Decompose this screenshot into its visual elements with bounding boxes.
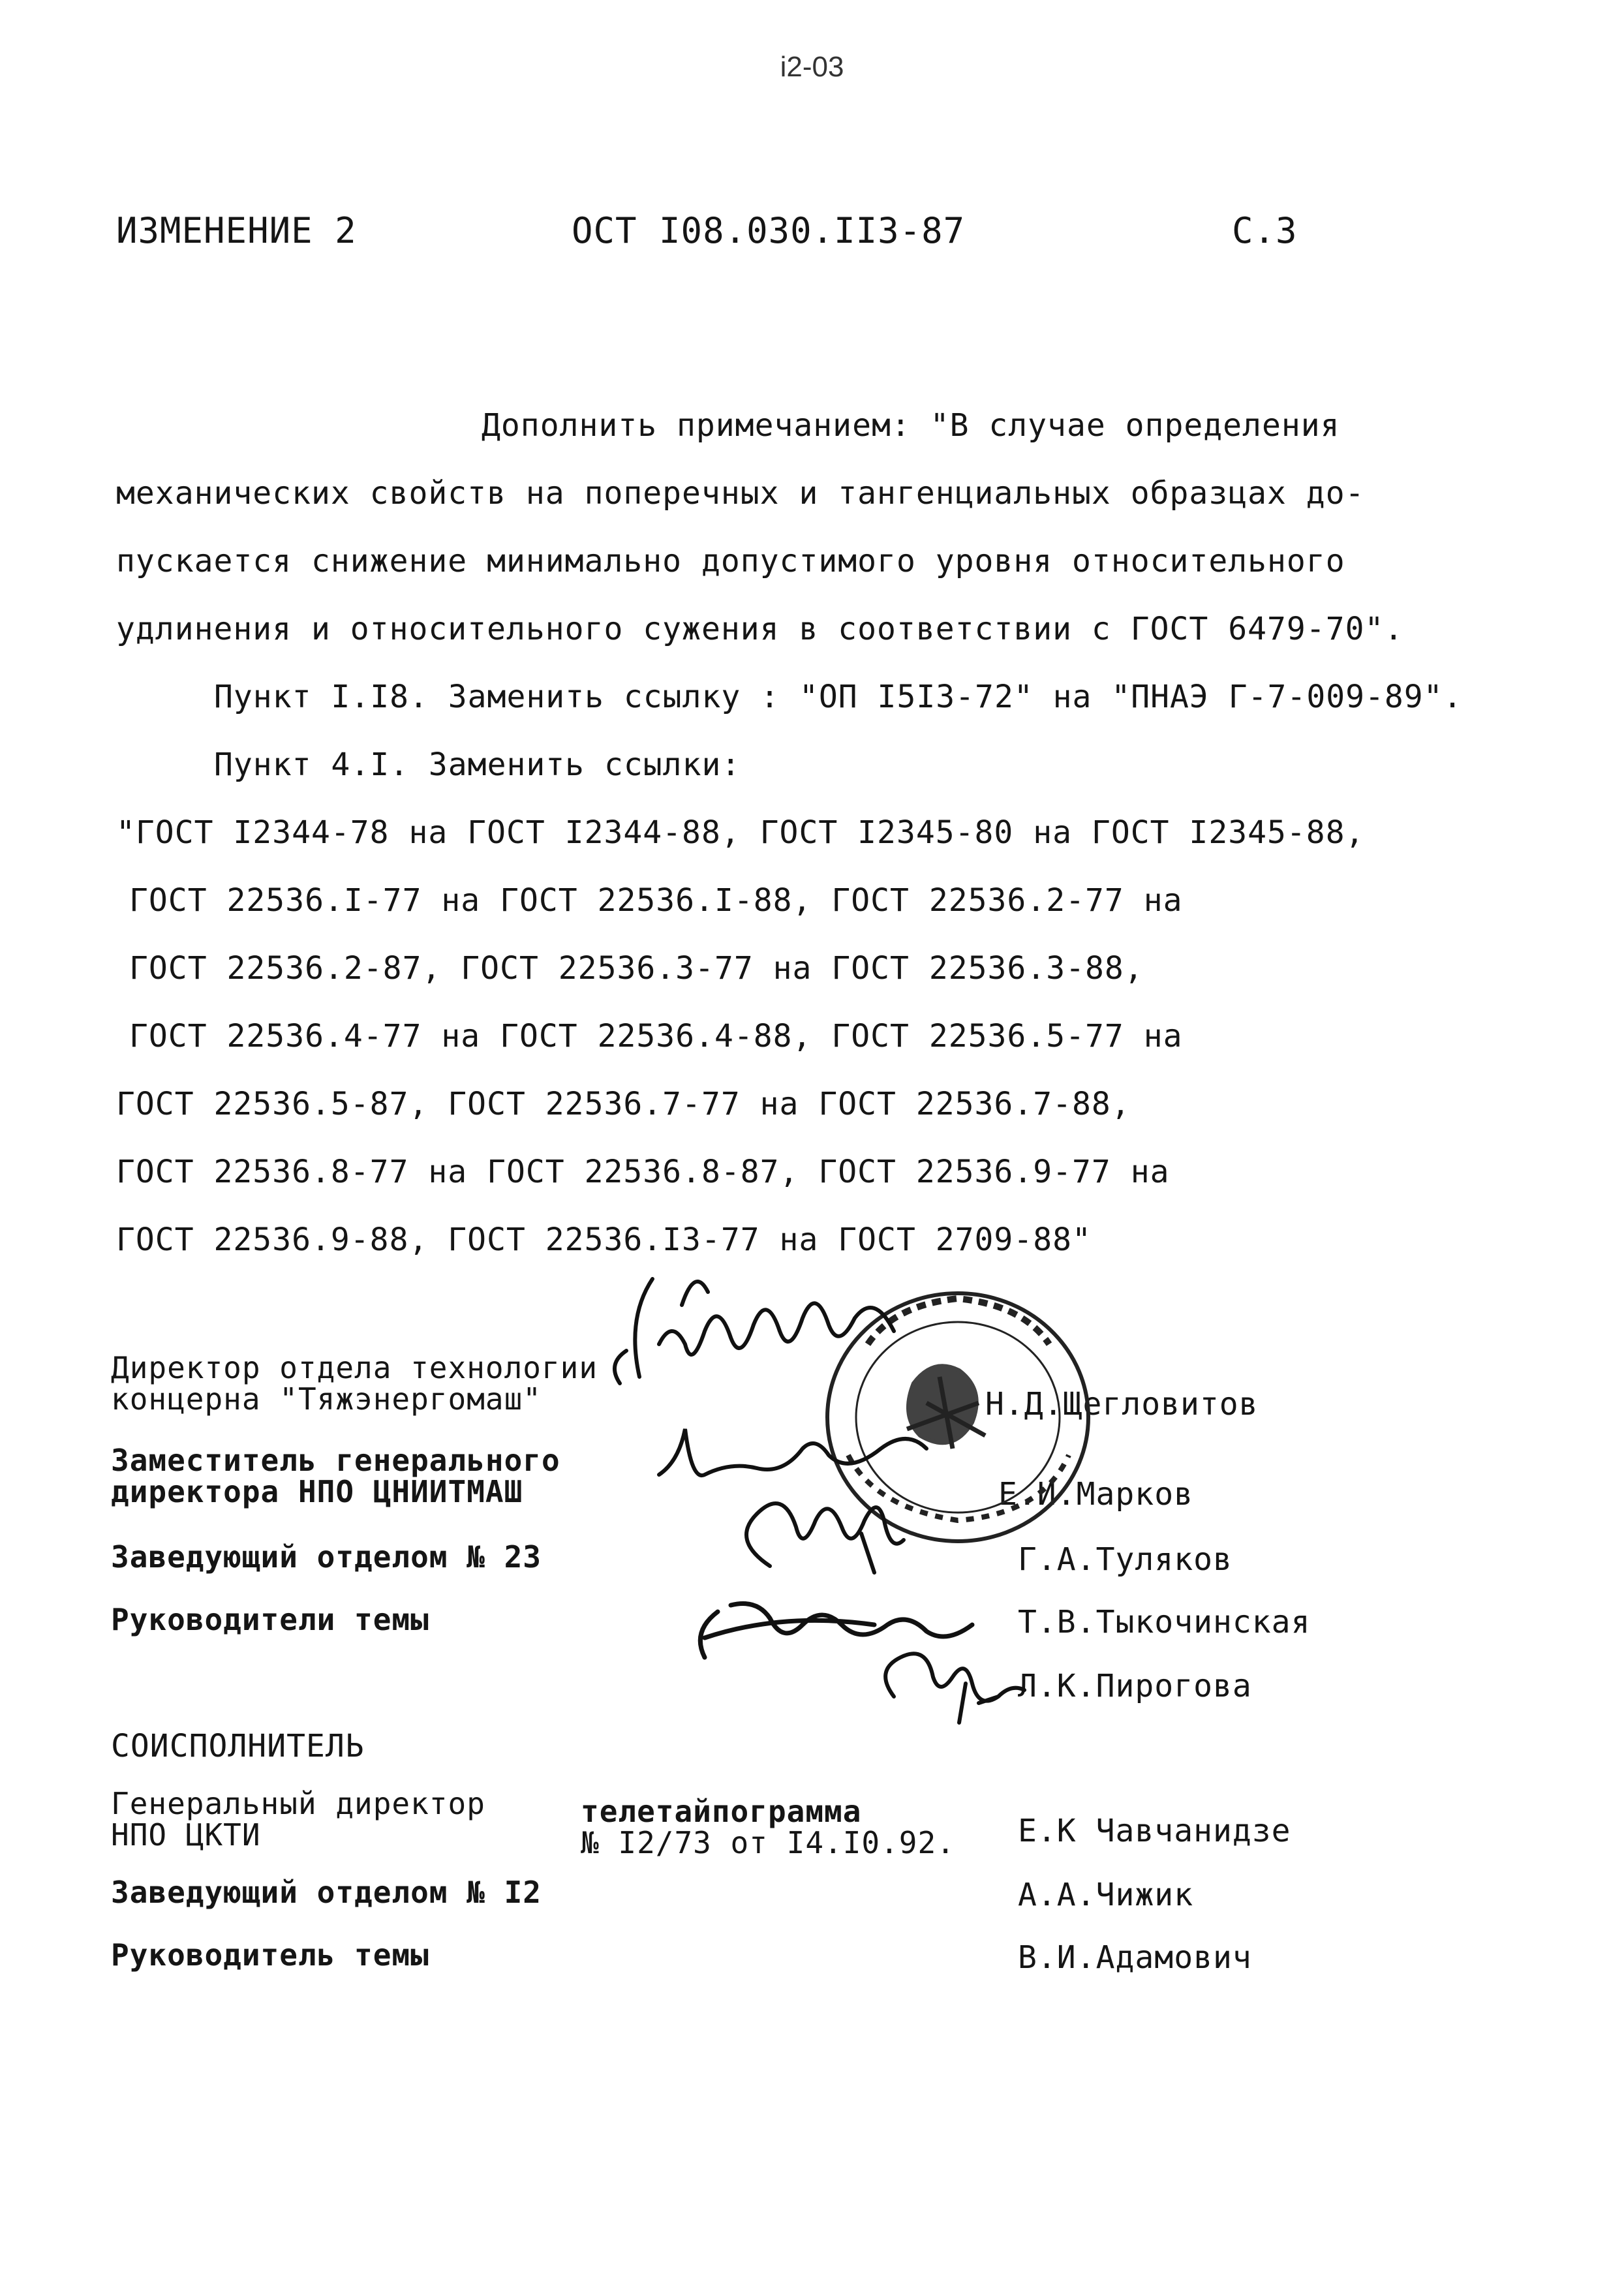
text-line: ГОСТ 22536.8-77 на ГОСТ 22536.8-87, ГОСТ 22536.9-77 на <box>116 1154 1170 1190</box>
text-line: ГОСТ 22536.5-87, ГОСТ 22536.7-77 на ГОСТ 22536.7-88, <box>116 1086 1131 1122</box>
signature-scribble <box>615 1279 894 1383</box>
coexecutor-role: Руководитель темы <box>111 1937 429 1973</box>
standard-code: ОСТ I08.030.II3-87 <box>572 210 966 251</box>
coexecutor-heading: СОИСПОЛНИТЕЛЬ <box>111 1728 365 1764</box>
text-line: механических свойств на поперечных и тангенциальных образцах до- <box>116 475 1365 512</box>
signatory-name: Н.Д.Щегловитов <box>985 1386 1259 1422</box>
coexecutor-name: Е.К Чавчанидзе <box>1018 1813 1291 1849</box>
text-line: ГОСТ 22536.9-88, ГОСТ 22536.I3-77 на ГОСТ 2709-88" <box>116 1222 1092 1258</box>
text-line: удлинения и относительного сужения в соответствии с ГОСТ 6479-70". <box>116 611 1404 647</box>
text-line: пускается снижение минимально допустимого уровня относительного <box>116 543 1345 579</box>
telegram-reference: телетайпограмма № I2/73 от I4.I0.92. <box>581 1794 955 1860</box>
signature-scribble <box>700 1604 972 1658</box>
signatory-role: Заведующий отделом № 23 <box>111 1539 542 1575</box>
signature-scribble <box>746 1503 904 1573</box>
signatory-name: Т.В.Тыкочинская <box>1018 1604 1311 1640</box>
official-stamp <box>827 1293 1088 1541</box>
coexecutor-role: Заведующий отделом № I2 <box>111 1875 542 1910</box>
text-line: ГОСТ 22536.I-77 на ГОСТ 22536.I-88, ГОСТ 22536.2-77 на <box>129 882 1183 919</box>
text-line: ГОСТ 22536.4-77 на ГОСТ 22536.4-88, ГОСТ 22536.5-77 на <box>129 1018 1183 1054</box>
signature-scribble <box>659 1429 927 1475</box>
page-label: С.3 <box>1232 210 1298 251</box>
text-line: Пункт 4.I. Заменить ссылки: <box>214 746 741 783</box>
text-line: Дополнить примечанием: "В случае определения <box>482 407 1340 444</box>
text-line: "ГОСТ I2344-78 на ГОСТ I2344-88, ГОСТ I2345-80 на ГОСТ I2345-88, <box>116 814 1365 851</box>
signatory-role: Директор отдела технологии концерна "Тяжэнергомаш" <box>111 1350 598 1417</box>
signatory-name: Г.А.Туляков <box>1018 1541 1233 1578</box>
text-line: Пункт I.I8. Заменить ссылку : "ОП I5I3-72" на "ПНАЭ Г-7-009-89". <box>214 679 1463 715</box>
signatory-name: Е.И.Марков <box>998 1476 1193 1513</box>
change-number: ИЗМЕНЕНИЕ 2 <box>116 210 357 251</box>
signatory-name: Л.К.Пирогова <box>1018 1668 1252 1704</box>
signature-scribble <box>885 1653 1024 1723</box>
text-line: ГОСТ 22536.2-87, ГОСТ 22536.3-77 на ГОСТ 22536.3-88, <box>129 950 1144 987</box>
signatory-role: Руководители темы <box>111 1602 429 1637</box>
coexecutor-name: В.И.Адамович <box>1018 1939 1252 1976</box>
signatory-role: Заместитель генерального директора НПО ЦНИИТМАШ <box>111 1443 560 1509</box>
coexecutor-name: А.А.Чижик <box>1018 1877 1194 1913</box>
page-number: i2-03 <box>780 51 844 83</box>
coexecutor-role: Генеральный директор НПО ЦКТИ <box>111 1786 485 1853</box>
